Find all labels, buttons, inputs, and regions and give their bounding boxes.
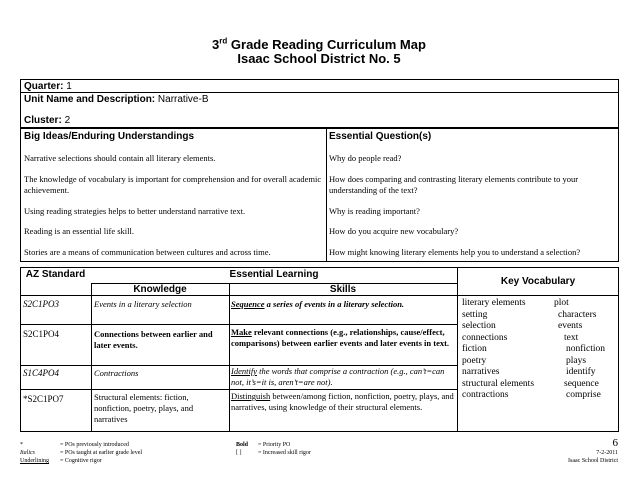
vocab-term: selection <box>462 321 496 331</box>
grade-number: 3 <box>212 37 220 52</box>
essential-learning-header: Essential Learning <box>229 269 319 280</box>
essential-questions-column <box>326 129 618 261</box>
page-number: 6 <box>612 437 618 449</box>
quarter-label: Quarter: <box>24 81 64 92</box>
title-line-2: Isaac School District No. 5 <box>237 51 401 66</box>
legend-symbol: [ ] <box>236 450 242 456</box>
vocab-term: contractions <box>462 390 509 400</box>
title-line-1 <box>0 38 638 52</box>
knowledge-cell: Connections between earlier and later events. <box>94 329 213 350</box>
footer-date: 7-2-2011 <box>596 450 618 456</box>
skill-text: relevant connections (e.g., relationships, cause/effect, comparisons) between earlier events and later events in text. <box>231 327 450 348</box>
vocab-term: narratives <box>462 367 500 377</box>
legend-symbol: Underlining <box>20 458 49 464</box>
big-idea-item: Using reading strategies helps to better understand narrative text. <box>24 206 246 216</box>
vocab-term: text <box>564 332 579 343</box>
legend-left <box>20 441 142 465</box>
legend-symbol: Italics <box>20 450 35 456</box>
cluster-value: 2 <box>61 115 71 126</box>
vocab-row <box>462 321 616 333</box>
skill-cell <box>231 327 455 349</box>
big-idea-item: Narrative selections should contain all literary elements. <box>24 153 216 163</box>
essential-question-item: How does comparing and contrasting literary elements contribute to your understanding of the text? <box>329 174 579 195</box>
knowledge-header: Knowledge <box>133 284 187 295</box>
skill-keyword: Distinguish <box>231 391 271 401</box>
skill-cell <box>231 299 455 310</box>
vocab-term: poetry <box>462 355 487 366</box>
legend-symbol: Bold <box>236 442 249 448</box>
vocab-term: sequence <box>564 378 599 389</box>
key-vocabulary-header: Key Vocabulary <box>500 276 576 287</box>
vocab-term: structural elements <box>462 378 535 389</box>
skill-keyword: Make <box>231 327 252 337</box>
key-vocabulary-list <box>462 298 616 402</box>
knowledge-cell: Contractions <box>94 368 139 378</box>
essential-question-item: Why do people read? <box>329 153 402 163</box>
vocab-term: setting <box>462 309 488 320</box>
essential-questions-heading: Essential Question(s) <box>329 131 432 142</box>
quarter-value: 1 <box>63 81 72 92</box>
page-title <box>0 38 638 66</box>
unit-label: Unit Name and Description: <box>24 94 156 105</box>
vocab-term: literary elements <box>462 298 526 308</box>
skill-cell <box>231 391 455 413</box>
vocab-term: plays <box>566 355 587 366</box>
legend-item <box>20 441 142 449</box>
cluster-label: Cluster: <box>24 115 62 126</box>
vocab-row <box>462 298 616 310</box>
legend-text: = Priority PO <box>258 442 291 448</box>
legend-item <box>236 441 311 449</box>
vocab-term: characters <box>558 309 597 320</box>
vocab-term: events <box>558 321 583 331</box>
vocab-row <box>462 390 616 402</box>
standard-code: S2C1PO4 <box>23 329 60 339</box>
title-text: Grade Reading Curriculum Map <box>227 37 426 52</box>
legend-symbol: * <box>20 442 23 448</box>
essential-learning-table <box>20 267 619 432</box>
vocab-row <box>462 310 616 322</box>
big-idea-item: The knowledge of vocabulary is important for comprehension and for overall academic achievement. <box>24 174 322 195</box>
legend-text: = Increased skill rigor <box>258 450 311 456</box>
vocab-term: connections <box>462 332 508 343</box>
skill-text: a series of events in a literary selection. <box>264 299 405 309</box>
legend-item <box>20 449 142 457</box>
cluster-line <box>24 115 70 126</box>
legend-item <box>20 457 142 465</box>
legend-text: = POs previously introduced <box>60 442 129 448</box>
skill-keyword: Sequence <box>231 299 265 309</box>
standard-code: *S2C1PO7 <box>23 394 64 404</box>
big-idea-item: Reading is an essential life skill. <box>24 226 135 236</box>
vocab-row <box>462 367 616 379</box>
grade-superscript: rd <box>219 36 228 46</box>
skill-keyword: Identify <box>231 366 257 376</box>
essential-question-item: How do you acquire new vocabulary? <box>329 226 459 236</box>
big-ideas-column <box>21 129 327 261</box>
legend-middle <box>236 441 311 457</box>
footer-right <box>568 437 618 465</box>
legend-item <box>236 449 311 457</box>
skill-cell <box>231 366 455 388</box>
legend-text: = Cognitive rigor <box>60 458 102 464</box>
quarter-line <box>24 81 72 92</box>
vocab-row <box>462 333 616 345</box>
vocab-term: identify <box>566 367 596 377</box>
big-ideas-box <box>20 128 619 262</box>
vocab-term: fiction <box>462 344 487 354</box>
vocab-term: comprise <box>566 390 601 400</box>
big-ideas-heading: Big Ideas/Enduring Understandings <box>24 131 195 142</box>
unit-line <box>24 94 209 105</box>
footer-org: Isaac School District <box>568 458 618 464</box>
standard-code: S2C1PO3 <box>23 299 59 309</box>
vocab-term: plot <box>554 298 569 308</box>
skills-header: Skills <box>329 284 357 295</box>
essential-question-item: How might knowing literary elements help you to understand a selection? <box>329 247 581 257</box>
big-idea-item: Stories are a means of communication between cultures and across time. <box>24 247 271 257</box>
skill-text: the words that comprise a contraction (e.g., can’t=can not, it’s=it is, aren’t=are not). <box>231 366 445 387</box>
knowledge-cell: Events in a literary selection <box>94 299 192 309</box>
knowledge-cell: Structural elements: fiction, nonfiction, poetry, plays, and narratives <box>94 392 194 424</box>
legend-text: = POs taught at earlier grade level <box>60 450 143 456</box>
az-standard-header: AZ Standard <box>25 269 86 280</box>
vocab-row <box>462 379 616 391</box>
essential-question-item: Why is reading important? <box>329 206 420 216</box>
vocab-row <box>462 356 616 368</box>
unit-header-box <box>20 79 619 128</box>
vocab-row <box>462 344 616 356</box>
vocab-term: nonfiction <box>566 344 606 354</box>
skill-text: between/among fiction, nonfiction, poetry, plays, and narratives, using knowledge of their structural elements. <box>231 391 454 412</box>
standard-code: S1C4PO4 <box>23 368 59 378</box>
unit-value: Narrative-B <box>155 94 209 105</box>
